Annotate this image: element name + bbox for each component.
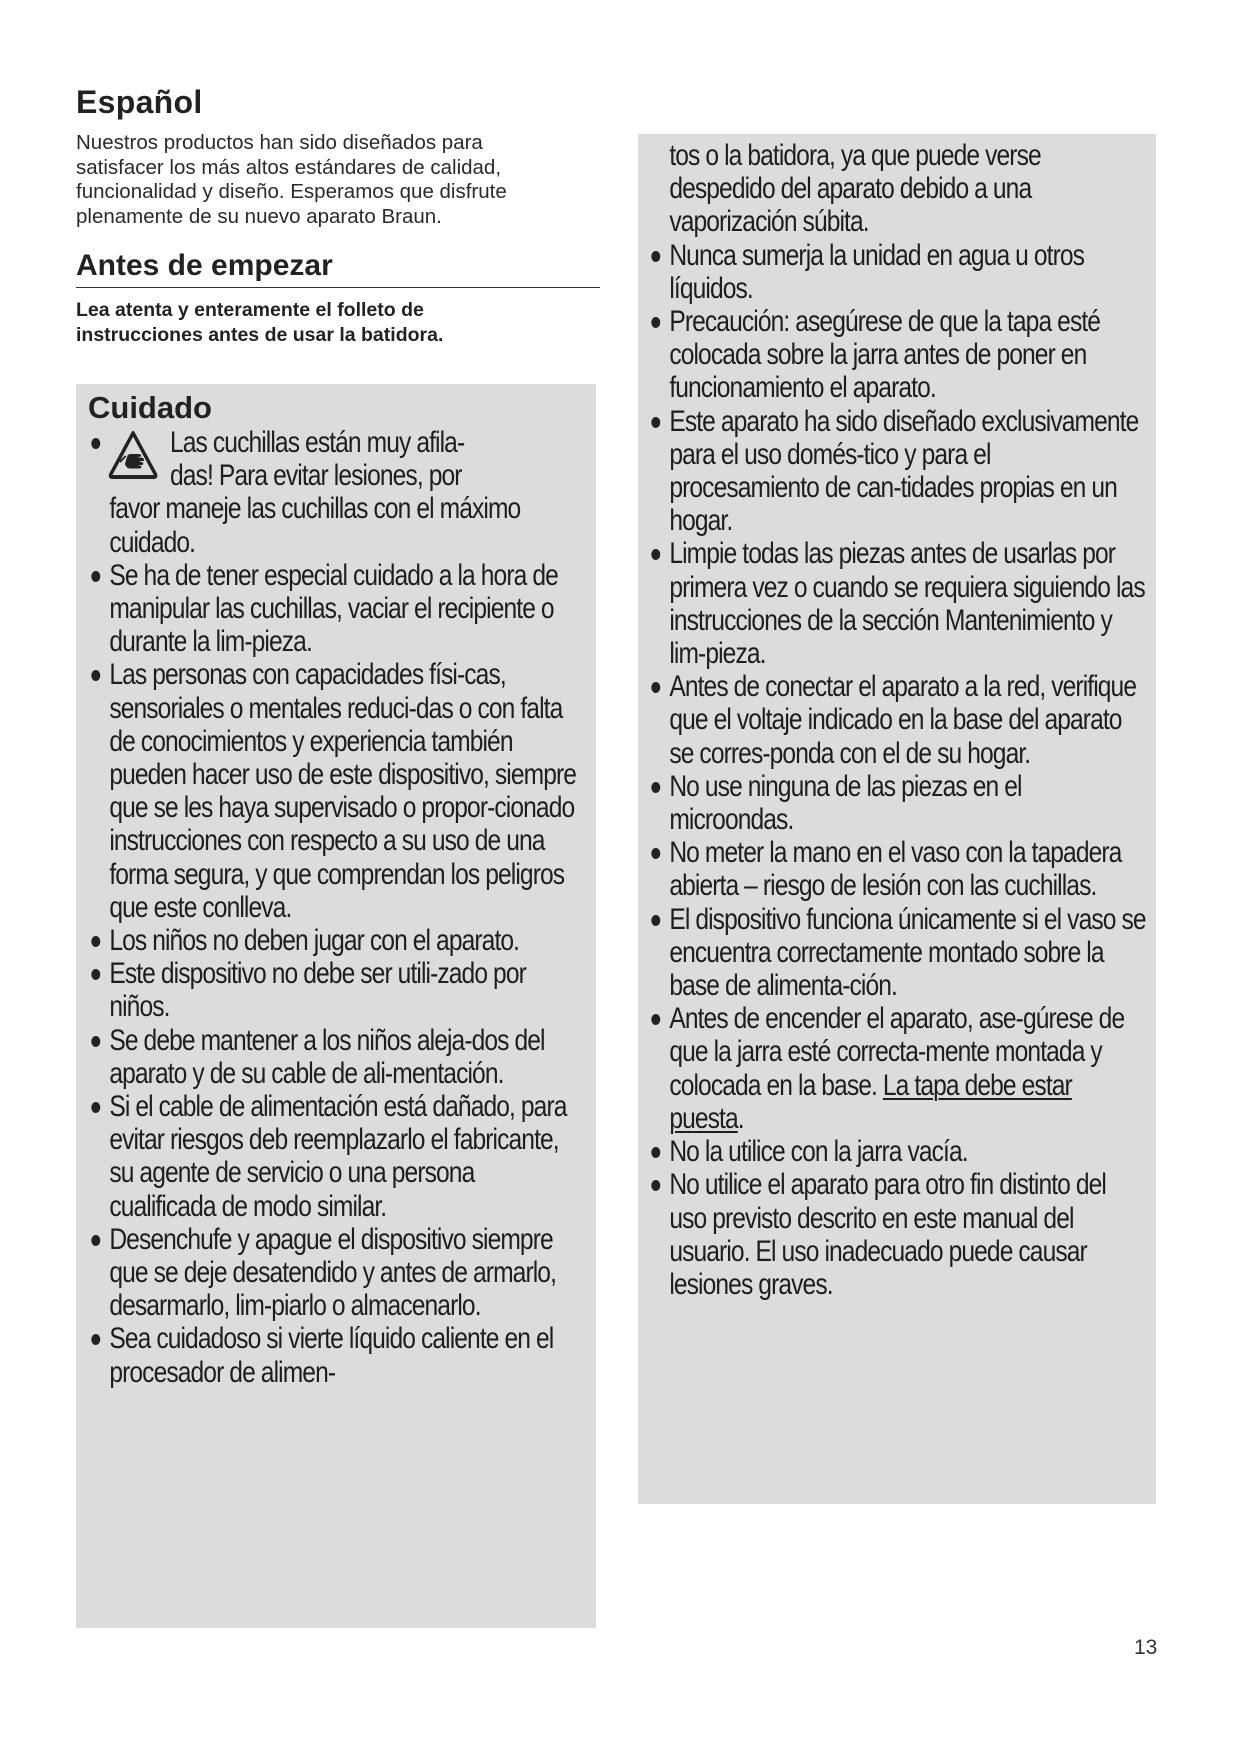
list-item xyxy=(648,1002,1146,1135)
list-item: No use ninguna de las piezas en el microondas. xyxy=(648,770,1146,836)
section-title: Español xyxy=(76,84,203,120)
list-item: No utilice el aparato para otro fin distinto del uso previsto descrito en este manual del usuario. El uso inadecuado puede causar lesiones graves. xyxy=(648,1168,1146,1301)
list-item: No la utilice con la jarra vacía. xyxy=(648,1135,1146,1168)
caution-box xyxy=(76,384,596,1628)
lid-item-text: Antes de encender el aparato, ase-gúrese de que la jarra esté correcta-mente montada y colocada en la base. xyxy=(669,1002,1125,1102)
list-item: Nunca sumerja la unidad en agua u otros líquidos. xyxy=(648,239,1146,305)
heading-before-start: Antes de empezar xyxy=(76,249,600,288)
list-item: Se debe mantener a los niños aleja-dos del aparato y de su cable de ali-mentación. xyxy=(88,1024,584,1090)
caution-content-continued xyxy=(648,139,1146,1301)
list-item: Precaución: asegúrese de que la tapa esté colocada sobre la jarra antes de poner en funcionamiento el aparato. xyxy=(648,305,1146,405)
first-item-rest: favor maneje las cuchillas con el máximo cuidado. xyxy=(109,492,521,559)
list-item: Este aparato ha sido diseñado exclusivamente para el uso domés-tico y para el procesamiento de can-tidades propias en un hogar. xyxy=(648,405,1146,538)
first-item-line-1: Las cuchillas están muy afila- xyxy=(170,426,465,459)
first-item-line-2: das! Para evitar lesiones, por xyxy=(170,459,462,493)
left-column xyxy=(76,84,600,348)
list-item: Las personas con capacidades físi-cas, sensoriales o mentales reduci-das o con falta de conocimientos y experiencia también pueden hacer uso de este dispositivo, siempre que se les haya supervisado o propor-cionado instrucciones con respecto a su uso de una forma segura, y que comprendan los peligros que este conlleva. xyxy=(88,658,584,924)
intro-paragraph: Nuestros productos han sido diseñados para satisfacer los más altos estándares de calidad, funcionalidad y diseño. Esperamos que disfrute plenamente de su nuevo aparato Braun. xyxy=(76,131,507,228)
list-item xyxy=(88,426,584,559)
continued-text: tos o la batidora, ya que puede verse despedido del aparato debido a una vaporización súbita. xyxy=(669,139,1041,239)
list-item: Antes de conectar el aparato a la red, verifique que el voltaje indicado en la base del aparato se corres-ponda con el de su hogar. xyxy=(648,670,1146,770)
list-item: Se ha de tener especial cuidado a la hora de manipular las cuchillas, vaciar el recipiente o durante la lim-pieza. xyxy=(88,559,584,659)
list-item: Limpie todas las piezas antes de usarlas por primera vez o cuando se requiera siguiendo las instrucciones de la sección Mantenimiento y lim-pieza. xyxy=(648,537,1146,670)
note-line-2: instrucciones antes de usar la batidora. xyxy=(76,324,444,346)
list-item: Sea cuidadoso si vierte líquido caliente en el procesador de alimen- xyxy=(88,1322,584,1388)
page-number: 13 xyxy=(1134,1636,1158,1659)
list-item: Este dispositivo no debe ser utili-zado por niños. xyxy=(88,957,584,1023)
caution-content xyxy=(88,426,584,1389)
caution-title: Cuidado xyxy=(88,390,212,425)
lid-item-underlined: La tapa debe estar puesta xyxy=(669,1068,1072,1135)
caution-list xyxy=(88,426,584,1389)
list-item: No meter la mano en el vaso con la tapadera abierta – riesgo de lesión con las cuchillas. xyxy=(648,836,1146,902)
list-item: Desenchufe y apague el dispositivo siempre que se deje desatendido y antes de armarlo, desarmarlo, lim-piarlo o almacenarlo. xyxy=(88,1223,584,1323)
list-item: Los niños no deben jugar con el aparato. xyxy=(88,924,584,957)
read-instructions-note xyxy=(76,298,600,348)
caution-box-continued xyxy=(638,134,1156,1504)
list-item: Si el cable de alimentación está dañado, para evitar riesgos deb reemplazarlo el fabricante, su agente de servicio o una persona cualificada de modo similar. xyxy=(88,1090,584,1223)
note-line-1: Lea atenta y enteramente el folleto de xyxy=(76,299,424,321)
list-item: El dispositivo funciona únicamente si el vaso se encuentra correctamente montado sobre la base de alimenta-ción. xyxy=(648,903,1146,1003)
warning-hand-icon xyxy=(108,430,159,480)
lid-item-suffix: . xyxy=(737,1101,744,1135)
caution-list-continued xyxy=(648,239,1146,1302)
